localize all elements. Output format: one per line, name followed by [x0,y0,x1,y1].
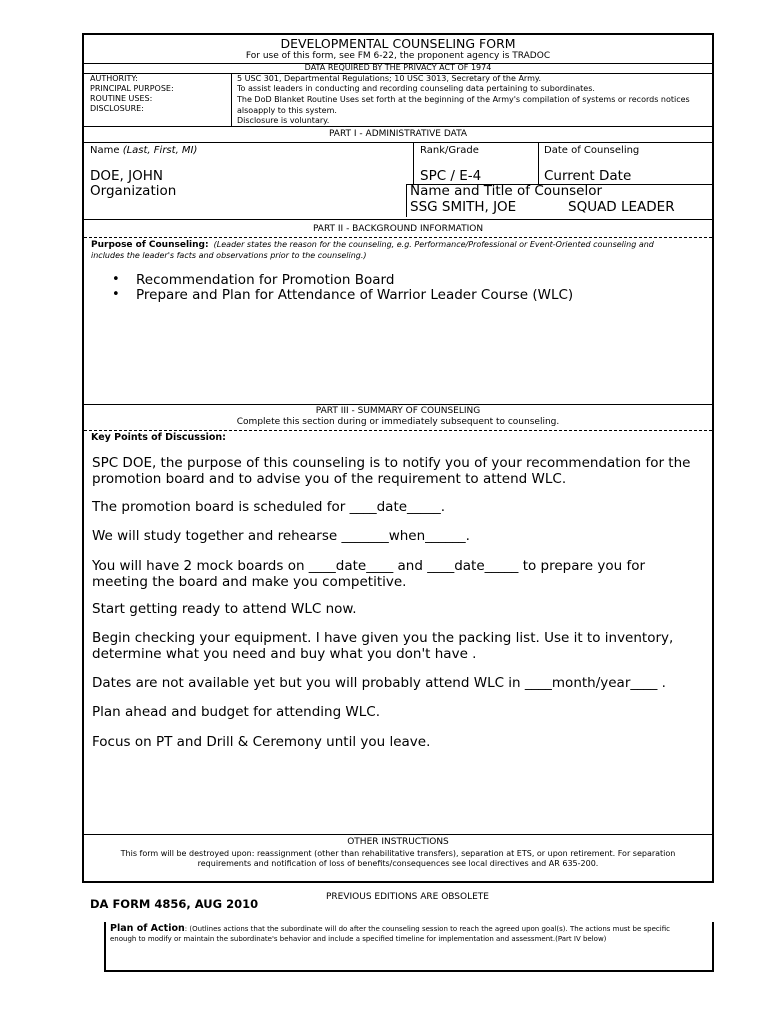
divider [84,430,712,431]
bullet-icon: • [112,272,120,287]
other-instructions-line-2: requirements and notification of loss of benefits/consequences see local directives and AR 635-200. [197,859,599,868]
privacy-label-authority: AUTHORITY: [90,74,138,83]
purpose-hint-cont: includes the leader's facts and observations prior to the counseling.) [91,251,367,260]
summary-paragraph-7[interactable]: Dates are not available yet but you will probably attend WLC in ____month/year____ . [92,675,666,691]
summary-paragraph-1[interactable]: SPC DOE, the purpose of this counseling is to notify you of your recommendation for the promotion board and to advise you of the requirement to attend WLC. [92,455,691,487]
counselor-title[interactable]: SQUAD LEADER [568,199,675,215]
other-instructions-line-1: This form will be destroyed upon: reassignment (other than rehabilitative transfers), separation at ETS, or upon retirement. For separation [120,849,676,858]
name-value[interactable]: DOE, JOHN [90,168,163,184]
form-number: DA FORM 4856, AUG 2010 [90,897,259,911]
divider [406,184,407,217]
summary-paragraph-9[interactable]: Focus on PT and Drill & Ceremony until you leave. [92,734,431,750]
organization-label[interactable]: Organization [90,183,177,199]
privacy-label-disclosure: DISCLOSURE: [90,104,144,113]
date-label: Date of Counseling [544,145,640,156]
form-title: DEVELOPMENTAL COUNSELING FORM [280,36,516,51]
part2-title: PART II - BACKGROUND INFORMATION [312,224,484,234]
summary-paragraph-5[interactable]: Start getting ready to attend WLC now. [92,601,357,617]
privacy-act-heading: DATA REQUIRED BY THE PRIVACY ACT OF 1974 [304,63,492,72]
divider [413,142,414,184]
privacy-text-authority: 5 USC 301, Departmental Regulations; 10 USC 3013, Secretary of the Army. [237,74,541,83]
date-value[interactable]: Current Date [544,168,632,184]
purpose-bullet-1[interactable]: Recommendation for Promotion Board [136,272,395,288]
rank-label: Rank/Grade [420,145,479,156]
counseling-form [82,33,714,883]
divider [231,73,232,126]
form-subtitle: For use of this form, see FM 6-22, the proponent agency is TRADOC [245,51,551,61]
divider [538,142,539,184]
bullet-icon: • [112,287,120,302]
summary-paragraph-6[interactable]: Begin checking your equipment. I have given you the packing list. Use it to inventory, determine what you need and buy what you don't have . [92,630,674,662]
part3-title: PART III - SUMMARY OF COUNSELING [315,406,481,416]
summary-paragraph-3[interactable]: We will study together and rehearse _______when______. [92,528,470,544]
divider [84,142,712,143]
privacy-text-purpose: To assist leaders in conducting and recording counseling data pertaining to subordinates. [237,84,595,93]
privacy-label-routine-uses: ROUTINE USES: [90,94,153,103]
summary-paragraph-2[interactable]: The promotion board is scheduled for ____date_____. [92,499,446,515]
plan-of-action-text: Plan of Action: (Outlines actions that the subordinate will do after the counseling session to reach the agreed upon goal(s). The actions must be specific [110,923,670,934]
divider [84,219,712,220]
part3-subtitle: Complete this section during or immediately subsequent to counseling. [236,417,560,427]
summary-paragraph-8[interactable]: Plan ahead and budget for attending WLC. [92,704,381,720]
privacy-text-routine-uses: The DoD Blanket Routine Uses set forth at the beginning of the Army's compilation of systems or records notices [237,95,690,104]
purpose-of-counseling: Purpose of Counseling: (Leader states the reason for the counseling, e.g. Performance/Professional or Event-Oriented counseling and [91,240,654,250]
divider [84,404,712,405]
counselor-name[interactable]: SSG SMITH, JOE [410,199,517,215]
purpose-bullet-2[interactable]: Prepare and Plan for Attendance of Warrior Leader Course (WLC) [136,287,574,303]
plan-of-action-box [104,922,714,972]
privacy-text-disclosure: Disclosure is voluntary. [237,116,330,125]
divider [84,126,712,127]
counselor-label: Name and Title of Counselor [410,183,603,199]
name-label: Name (Last, First, MI) [90,145,198,156]
part1-title: PART I - ADMINISTRATIVE DATA [328,129,468,139]
plan-of-action-text-cont: enough to modify or maintain the subordinate's behavior and include a specified timeline for implementation and assessment.(Part IV below) [110,935,607,943]
obsolete-note: PREVIOUS EDITIONS ARE OBSOLETE [326,892,489,902]
other-instructions-title: OTHER INSTRUCTIONS [347,837,449,847]
key-points-label: Key Points of Discussion: [91,432,226,443]
summary-paragraph-4[interactable]: You will have 2 mock boards on ____date____ and ____date_____ to prepare you for meeting the board and make you competitive. [92,558,646,590]
privacy-label-purpose: PRINCIPAL PURPOSE: [90,84,174,93]
privacy-text-routine-uses-cont: alsoapply to this system. [237,106,337,115]
rank-value[interactable]: SPC / E-4 [420,168,482,184]
divider [84,237,712,238]
divider [84,834,712,835]
